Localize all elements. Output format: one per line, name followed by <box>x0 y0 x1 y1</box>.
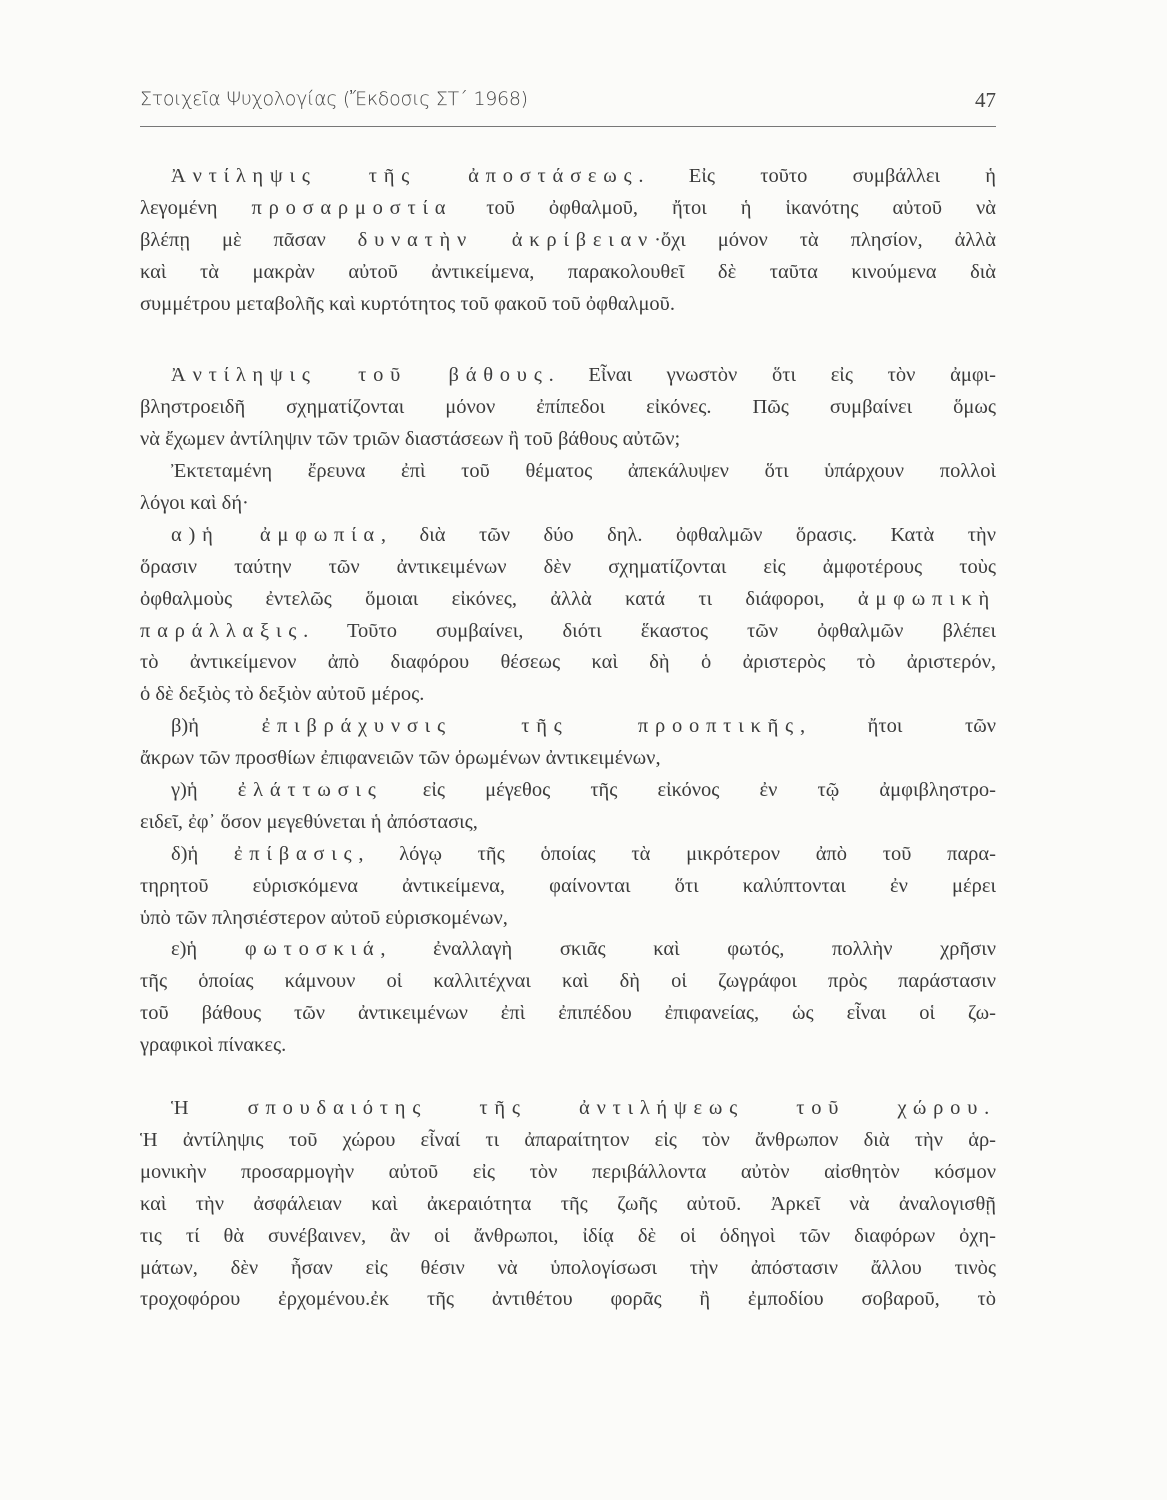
paragraph <box>140 161 996 320</box>
text-line <box>140 807 996 839</box>
text-run: ἄκρων τῶν προσθίων ἐπιφανειῶν τῶν ὁρωμένων ἀντικειμένων, <box>140 747 661 770</box>
text-line <box>140 257 996 289</box>
spaced-emphasis-text: α)ἡ ἀμφωπία <box>171 523 381 546</box>
spaced-emphasis-text: προσαρμοστία <box>251 196 453 219</box>
text-run: τηρητοῦ εὑρισκόμενα ἀντικείμενα, φαίνονται ὅτι καλύπτονται ἐν μέρει <box>140 874 996 897</box>
text-line <box>140 488 996 520</box>
text-line <box>140 616 996 648</box>
text-line <box>140 289 996 321</box>
text-line <box>140 1030 996 1062</box>
text-run: ε)ἡ <box>171 938 245 961</box>
section <box>140 360 996 1062</box>
text-line <box>140 966 996 998</box>
text-run: νὰ ἔχωμεν ἀντίληψιν τῶν τριῶν διαστάσεων ἢ τοῦ βάθους αὐτῶν; <box>140 428 681 451</box>
text-line <box>140 392 996 424</box>
text-run: ὑπὸ τῶν πλησιέστερον αὐτοῦ εὑρισκομένων, <box>140 906 508 929</box>
text-run: ὀφθαλμοὺς ἐντελῶς ὅμοιαι εἰκόνες, ἀλλὰ κατά τι διάφοροι, <box>140 587 858 610</box>
text-run: Ἐκτεταμένη ἔρευνα ἐπὶ τοῦ θέματος ἀπεκάλυψεν ὅτι ὑπάρχουν πολλοὶ <box>171 460 996 483</box>
section <box>140 1093 996 1316</box>
paragraph <box>140 520 996 711</box>
text-run: βληστροειδῆ σχηματίζονται μόνον ἐπίπεδοι εἰκόνες. Πῶς συμβαίνει ὅμως <box>140 396 996 419</box>
text-run: β)ἡ <box>171 715 262 738</box>
text-run: βλέπῃ μὲ πᾶσαν <box>140 228 358 251</box>
text-line <box>140 1284 996 1316</box>
running-header <box>140 88 996 118</box>
text-line <box>140 456 996 488</box>
text-run: τοῦ ὀφθαλμοῦ, ἤτοι ἡ ἱκανότης αὐτοῦ νὰ <box>452 196 996 219</box>
text-line <box>140 1189 996 1221</box>
text-run: δ)ἡ <box>171 842 234 865</box>
spaced-emphasis-text: παράλλαξις <box>140 619 304 642</box>
paragraph <box>140 934 996 1062</box>
text-run: λεγομένη <box>140 196 252 219</box>
spaced-emphasis-text: Ἀντίληψις τοῦ βάθους <box>171 364 549 387</box>
text-run: , ἐναλλαγὴ σκιᾶς καὶ φωτός, πολλὴν χρῆσιν <box>380 938 996 961</box>
text-line <box>140 1253 996 1285</box>
text-line <box>140 679 996 711</box>
text-run: Ἡ ἀντίληψις τοῦ χώρου εἶναί τι ἀπαραίτητον εἰς τὸν ἄνθρωπον διὰ τὴν ἁρ- <box>140 1128 996 1151</box>
text-run: καὶ τὴν ἀσφάλειαν καὶ ἀκεραιότητα τῆς ζωῆς αὐτοῦ. Ἀρκεῖ νὰ ἀναλογισθῇ <box>140 1192 996 1215</box>
page-number: 47 <box>975 88 996 112</box>
text-line <box>140 903 996 935</box>
text-line <box>140 1125 996 1157</box>
text-run: ὅρασιν ταύτην τῶν ἀντικειμένων δὲν σχηματίζονται εἰς ἀμφοτέρους τοὺς <box>140 555 996 578</box>
text-run: . Τοῦτο συμβαίνει, διότι ἕκαστος τῶν ὀφθαλμῶν βλέπει <box>303 619 996 642</box>
text-line <box>140 711 996 743</box>
text-line <box>140 1157 996 1189</box>
text-run: μονικὴν προσαρμογὴν αὐτοῦ εἰς τὸν περιβάλλοντα αὐτὸν αἰσθητὸν κόσμον <box>140 1160 996 1183</box>
text-run: μάτων, δὲν ἦσαν εἰς θέσιν νὰ ὑπολογίσωσι τὴν ἀπόστασιν ἄλλου τινὸς <box>140 1256 996 1279</box>
text-run: καὶ τὰ μακρὰν αὐτοῦ ἀντικείμενα, παρακολουθεῖ δὲ ταῦτα κινούμενα διὰ <box>140 260 996 283</box>
text-line <box>140 552 996 584</box>
text-line <box>140 743 996 775</box>
text-run: τῆς ὁποίας κάμνουν οἱ καλλιτέχναι καὶ δὴ οἱ ζωγράφοι πρὸς παράστασιν <box>140 970 996 993</box>
text-run: γραφικοὶ πίνακες. <box>140 1034 287 1057</box>
text-line <box>140 225 996 257</box>
text-run: . Εἶναι γνωστὸν ὅτι εἰς τὸν ἀμφι- <box>548 364 996 387</box>
spaced-emphasis-text: ἐλάττωσις <box>237 779 383 802</box>
paragraph <box>140 1093 996 1316</box>
spaced-emphasis-text: δυνατὴν ἀκρίβειαν <box>357 228 655 251</box>
text-run: τοῦ βάθους τῶν ἀντικειμένων ἐπὶ ἐπιπέδου ἐπιφανείας, ὡς εἶναι οἱ ζω- <box>140 1002 996 1025</box>
text-run: τὸ ἀντικείμενον ἀπὸ διαφόρου θέσεως καὶ δὴ ὁ ἀριστερὸς τὸ ἀριστερόν, <box>140 651 996 674</box>
text-run: , διὰ τῶν δύο δηλ. ὀφθαλμῶν ὅρασις. Κατὰ τὴν <box>380 523 996 546</box>
spaced-emphasis-text: φωτοσκιά <box>244 938 381 961</box>
paragraph <box>140 456 996 520</box>
text-run: . Εἰς τοῦτο συμβάλλει ἡ <box>638 165 996 187</box>
text-run: ὁ δὲ δεξιὸς τὸ δεξιὸν αὐτοῦ μέρος. <box>140 683 425 706</box>
text-line <box>140 1221 996 1253</box>
text-run: ·ὄχι μόνον τὰ πλησίον, ἀλλὰ <box>654 228 996 251</box>
text-line <box>140 839 996 871</box>
book-title: Στοιχεῖα Ψυχολογίας (Ἔκδοσις ΣΤ΄ 1968) <box>140 88 528 110</box>
text-run: λόγοι καὶ δή· <box>140 492 249 515</box>
text-line <box>140 871 996 903</box>
text-line <box>140 775 996 807</box>
paragraph <box>140 839 996 935</box>
text-run: τις τί θὰ συνέβαινεν, ἂν οἱ ἄνθρωποι, ἰδίᾳ δὲ οἱ ὁδηγοὶ τῶν διαφόρων ὀχη- <box>140 1224 996 1247</box>
text-line <box>140 193 996 225</box>
text-line <box>140 360 996 392</box>
text-line <box>140 647 996 679</box>
text-run: , λόγῳ τῆς ὁποίας τὰ μικρότερον ἀπὸ τοῦ παρα- <box>358 842 996 865</box>
text-line <box>140 998 996 1030</box>
text-run: εἰς μέγεθος τῆς εἰκόνος ἐν τῷ ἀμφιβληστρο- <box>382 779 996 802</box>
text-line <box>140 424 996 456</box>
text-run: , ἤτοι τῶν <box>799 715 996 738</box>
header-rule <box>140 126 996 127</box>
text-line <box>140 584 996 616</box>
spaced-emphasis-text: Ἀντίληψις τῆς ἀποστάσεως <box>171 165 639 187</box>
spaced-emphasis-text: ἐπιβράχυνσις τῆς προοπτικῆς <box>261 715 800 738</box>
spaced-emphasis-text: Ἡ σπουδαιότης τῆς ἀντιλήψεως τοῦ χώρου. <box>171 1097 996 1120</box>
text-run: γ)ἡ <box>171 779 238 802</box>
spaced-emphasis-text: ἀμφωπικὴ <box>857 587 996 610</box>
text-run: συμμέτρου μεταβολῆς καὶ κυρτότητος τοῦ φακοῦ τοῦ ὀφθαλμοῦ. <box>140 292 675 315</box>
spaced-emphasis-text: ἐπίβασις <box>233 842 359 865</box>
section <box>140 161 996 320</box>
text-line <box>140 161 996 193</box>
paragraph <box>140 711 996 775</box>
text-line <box>140 520 996 552</box>
text-line <box>140 934 996 966</box>
paragraph <box>140 360 996 456</box>
text-run: ειδεῖ, ἐφ᾽ ὅσον μεγεθύνεται ἡ ἀπόστασις, <box>140 810 478 833</box>
page-body <box>140 161 996 1316</box>
text-line <box>140 1093 996 1125</box>
paragraph <box>140 775 996 839</box>
text-run: τροχοφόρου ἐρχομένου.ἐκ τῆς ἀντιθέτου φορᾶς ἢ ἐμποδίου σοβαροῦ, τὸ <box>140 1288 996 1311</box>
